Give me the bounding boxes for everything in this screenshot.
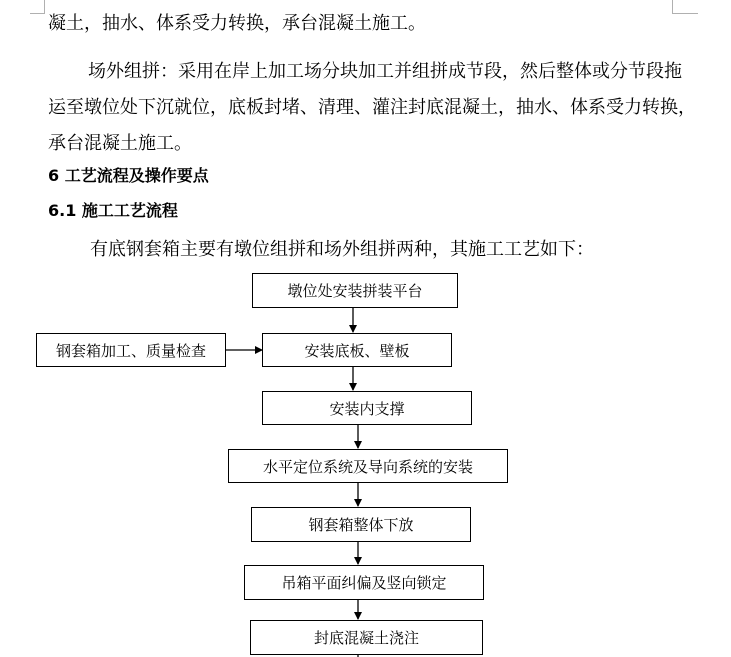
flow-step-4: 水平定位系统及导向系统的安装 — [228, 449, 508, 483]
body-text-line-2: 场外组拼：采用在岸上加工场分块加工并组拼成节段，然后整体或分节段拖 — [88, 61, 682, 82]
flow-step-7: 封底混凝土浇注 — [250, 620, 483, 655]
flow-step-2: 安装底板、壁板 — [262, 333, 452, 367]
section-heading-6: 6 工艺流程及操作要点 — [48, 166, 209, 185]
flow-side-box: 钢套箱加工、质量检查 — [36, 333, 226, 367]
body-text-line-4: 承台混凝土施工。 — [48, 133, 192, 154]
flow-step-1: 墩位处安装拼装平台 — [252, 273, 458, 308]
flow-step-5: 钢套箱整体下放 — [251, 507, 471, 542]
flow-step-6: 吊箱平面纠偏及竖向锁定 — [244, 565, 484, 600]
body-text-line-3: 运至墩位处下沉就位，底板封堵、清理、灌注封底混凝土，抽水、体系受力转换， — [48, 97, 696, 118]
intro-paragraph: 有底钢套箱主要有墩位组拼和场外组拼两种，其施工工艺如下： — [90, 239, 594, 260]
section-heading-6-1: 6.1 施工工艺流程 — [48, 201, 178, 220]
body-text-line-1: 凝土，抽水、体系受力转换，承台混凝土施工。 — [48, 13, 426, 34]
flow-step-3: 安装内支撑 — [262, 391, 472, 425]
